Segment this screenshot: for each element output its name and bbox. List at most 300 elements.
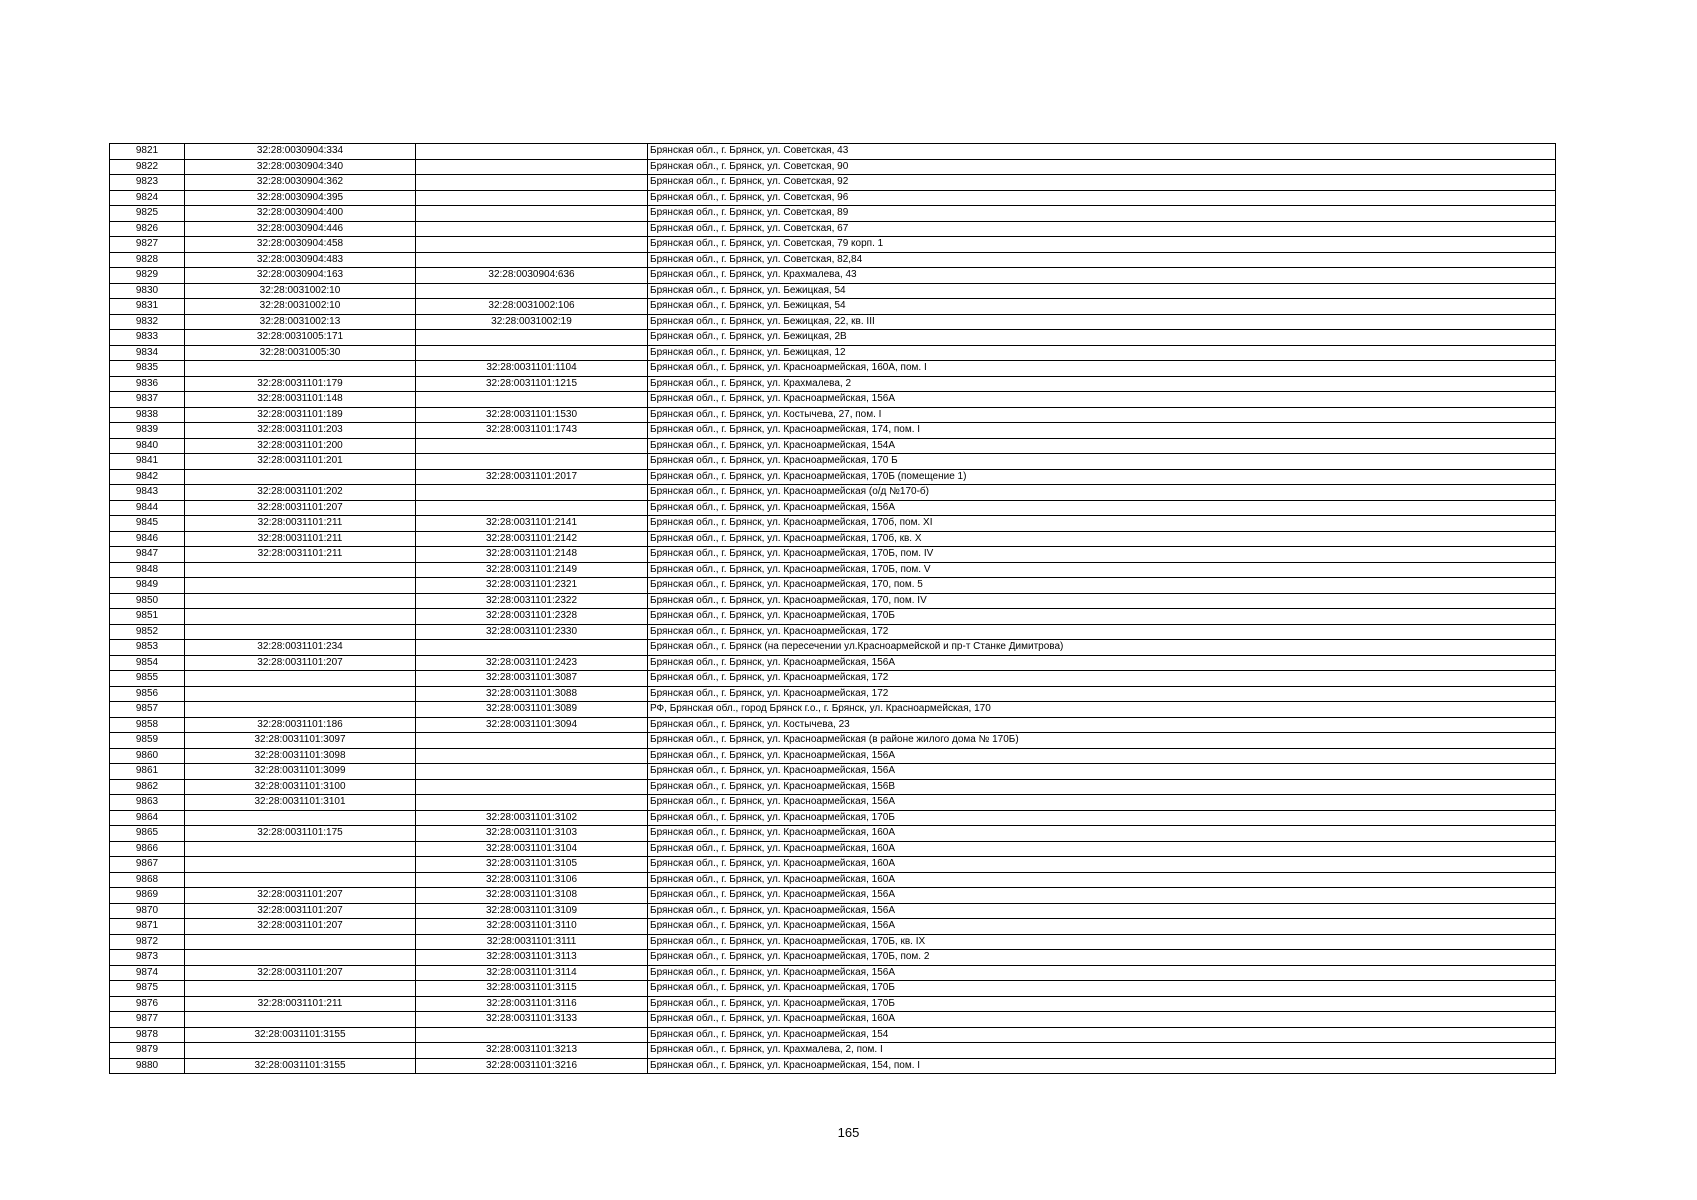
cadastral-number-parcel xyxy=(185,624,416,640)
row-number: 9852 xyxy=(110,624,185,640)
table-row xyxy=(110,888,1556,904)
table-row xyxy=(110,485,1556,501)
cadastral-number-object xyxy=(416,283,648,299)
cadastral-number-object: 32:28:0031101:3133 xyxy=(416,1012,648,1028)
row-number: 9822 xyxy=(110,159,185,175)
row-number: 9874 xyxy=(110,965,185,981)
cadastral-number-object xyxy=(416,330,648,346)
cadastral-number-parcel: 32:28:0031002:10 xyxy=(185,299,416,315)
table-row xyxy=(110,469,1556,485)
table-row xyxy=(110,609,1556,625)
table-row xyxy=(110,516,1556,532)
address-cell: Брянская обл., г. Брянск, ул. Красноармейская (в районе жилого дома № 170Б) xyxy=(648,733,1556,749)
table-row xyxy=(110,531,1556,547)
cadastral-number-parcel xyxy=(185,361,416,377)
table-row xyxy=(110,671,1556,687)
cadastral-number-object xyxy=(416,748,648,764)
address-cell: Брянская обл., г. Брянск, ул. Красноармейская, 170Б, пом. V xyxy=(648,562,1556,578)
address-cell: Брянская обл., г. Брянск, ул. Красноармейская (о/д №170-б) xyxy=(648,485,1556,501)
address-cell: Брянская обл., г. Брянск, ул. Красноармейская, 156А xyxy=(648,655,1556,671)
cadastral-number-object xyxy=(416,252,648,268)
address-cell: Брянская обл., г. Брянск, ул. Красноармейская, 154, пом. I xyxy=(648,1058,1556,1074)
row-number: 9860 xyxy=(110,748,185,764)
row-number: 9877 xyxy=(110,1012,185,1028)
table-row xyxy=(110,438,1556,454)
row-number: 9850 xyxy=(110,593,185,609)
row-number: 9865 xyxy=(110,826,185,842)
row-number: 9869 xyxy=(110,888,185,904)
address-cell: Брянская обл., г. Брянск, ул. Красноармейская, 170Б, пом. 2 xyxy=(648,950,1556,966)
row-number: 9823 xyxy=(110,175,185,191)
row-number: 9870 xyxy=(110,903,185,919)
row-number: 9872 xyxy=(110,934,185,950)
table-row xyxy=(110,547,1556,563)
cadastral-number-object xyxy=(416,454,648,470)
cadastral-number-parcel: 32:28:0031101:3098 xyxy=(185,748,416,764)
cadastral-number-object: 32:28:0031101:3094 xyxy=(416,717,648,733)
table-row xyxy=(110,717,1556,733)
cadastral-number-object xyxy=(416,144,648,160)
row-number: 9873 xyxy=(110,950,185,966)
row-number: 9880 xyxy=(110,1058,185,1074)
address-cell: Брянская обл., г. Брянск, ул. Красноармейская, 172 xyxy=(648,686,1556,702)
cadastral-number-parcel: 32:28:0030904:163 xyxy=(185,268,416,284)
row-number: 9849 xyxy=(110,578,185,594)
cadastral-number-object xyxy=(416,485,648,501)
table-row xyxy=(110,407,1556,423)
address-cell: Брянская обл., г. Брянск, ул. Советская, 92 xyxy=(648,175,1556,191)
cadastral-number-parcel xyxy=(185,950,416,966)
registry-table xyxy=(109,143,1556,1074)
cadastral-number-object: 32:28:0030904:636 xyxy=(416,268,648,284)
row-number: 9827 xyxy=(110,237,185,253)
table-row xyxy=(110,578,1556,594)
table-row xyxy=(110,423,1556,439)
address-cell: Брянская обл., г. Брянск, ул. Красноармейская, 170Б (помещение 1) xyxy=(648,469,1556,485)
address-cell: Брянская обл., г. Брянск, ул. Красноармейская, 160А xyxy=(648,857,1556,873)
page-number: 165 xyxy=(837,1125,860,1140)
address-cell: Брянская обл., г. Брянск, ул. Бежицкая, 54 xyxy=(648,283,1556,299)
row-number: 9836 xyxy=(110,376,185,392)
cadastral-number-parcel xyxy=(185,857,416,873)
cadastral-number-object: 32:28:0031101:2321 xyxy=(416,578,648,594)
registry-table-body xyxy=(110,144,1556,1074)
address-cell: Брянская обл., г. Брянск, ул. Бежицкая, 22, кв. III xyxy=(648,314,1556,330)
address-cell: Брянская обл., г. Брянск, ул. Красноармейская, 156А xyxy=(648,903,1556,919)
address-cell: Брянская обл., г. Брянск, ул. Красноармейская, 160А xyxy=(648,1012,1556,1028)
address-cell: Брянская обл., г. Брянск, ул. Красноармейская, 170 Б xyxy=(648,454,1556,470)
table-row xyxy=(110,361,1556,377)
address-cell: Брянская обл., г. Брянск, ул. Красноармейская, 156А xyxy=(648,748,1556,764)
table-row xyxy=(110,624,1556,640)
address-cell: Брянская обл., г. Брянск, ул. Красноармейская, 160А xyxy=(648,872,1556,888)
table-row xyxy=(110,175,1556,191)
table-row xyxy=(110,872,1556,888)
table-row xyxy=(110,562,1556,578)
cadastral-number-parcel xyxy=(185,562,416,578)
cadastral-number-parcel: 32:28:0030904:395 xyxy=(185,190,416,206)
cadastral-number-object xyxy=(416,500,648,516)
cadastral-number-parcel: 32:28:0031101:3101 xyxy=(185,795,416,811)
row-number: 9830 xyxy=(110,283,185,299)
address-cell: Брянская обл., г. Брянск, ул. Красноармейская, 170Б xyxy=(648,609,1556,625)
cadastral-number-parcel: 32:28:0031101:175 xyxy=(185,826,416,842)
cadastral-number-object: 32:28:0031101:3088 xyxy=(416,686,648,702)
row-number: 9821 xyxy=(110,144,185,160)
address-cell: Брянская обл., г. Брянск, ул. Красноармейская, 172 xyxy=(648,624,1556,640)
table-row xyxy=(110,655,1556,671)
row-number: 9841 xyxy=(110,454,185,470)
cadastral-number-object: 32:28:0031101:3102 xyxy=(416,810,648,826)
table-row xyxy=(110,934,1556,950)
address-cell: Брянская обл., г. Брянск, ул. Костычева, 27, пом. I xyxy=(648,407,1556,423)
cadastral-number-object: 32:28:0031101:1743 xyxy=(416,423,648,439)
row-number: 9843 xyxy=(110,485,185,501)
cadastral-number-parcel: 32:28:0031005:30 xyxy=(185,345,416,361)
cadastral-number-object: 32:28:0031101:3105 xyxy=(416,857,648,873)
row-number: 9862 xyxy=(110,779,185,795)
cadastral-number-object: 32:28:0031101:1215 xyxy=(416,376,648,392)
address-cell: Брянская обл., г. Брянск, ул. Красноармейская, 172 xyxy=(648,671,1556,687)
address-cell: Брянская обл., г. Брянск, ул. Костычева, 23 xyxy=(648,717,1556,733)
address-cell: Брянская обл., г. Брянск, ул. Крахмалева, 43 xyxy=(648,268,1556,284)
table-row xyxy=(110,702,1556,718)
cadastral-number-parcel xyxy=(185,841,416,857)
cadastral-number-parcel: 32:28:0030904:483 xyxy=(185,252,416,268)
address-cell: Брянская обл., г. Брянск, ул. Бежицкая, 12 xyxy=(648,345,1556,361)
table-row xyxy=(110,237,1556,253)
table-row xyxy=(110,826,1556,842)
row-number: 9859 xyxy=(110,733,185,749)
cadastral-number-object xyxy=(416,438,648,454)
table-row xyxy=(110,206,1556,222)
address-cell: Брянская обл., г. Брянск, ул. Красноармейская, 170Б xyxy=(648,981,1556,997)
address-cell: Брянская обл., г. Брянск, ул. Красноармейская, 156А xyxy=(648,500,1556,516)
row-number: 9846 xyxy=(110,531,185,547)
address-cell: РФ, Брянская обл., город Брянск г.о., г. Брянск, ул. Красноармейская, 170 xyxy=(648,702,1556,718)
row-number: 9868 xyxy=(110,872,185,888)
address-cell: Брянская обл., г. Брянск, ул. Советская, 82,84 xyxy=(648,252,1556,268)
row-number: 9848 xyxy=(110,562,185,578)
row-number: 9867 xyxy=(110,857,185,873)
cadastral-number-object: 32:28:0031101:3089 xyxy=(416,702,648,718)
registry-table-container xyxy=(109,143,1555,1074)
cadastral-number-object xyxy=(416,733,648,749)
cadastral-number-object: 32:28:0031101:3108 xyxy=(416,888,648,904)
cadastral-number-object: 32:28:0031101:3111 xyxy=(416,934,648,950)
table-row xyxy=(110,1043,1556,1059)
address-cell: Брянская обл., г. Брянск, ул. Красноармейская, 170б, кв. X xyxy=(648,531,1556,547)
address-cell: Брянская обл., г. Брянск, ул. Красноармейская, 156А xyxy=(648,965,1556,981)
cadastral-number-object: 32:28:0031101:3116 xyxy=(416,996,648,1012)
cadastral-number-object xyxy=(416,190,648,206)
table-row xyxy=(110,1058,1556,1074)
address-cell: Брянская обл., г. Брянск, ул. Советская, 43 xyxy=(648,144,1556,160)
cadastral-number-parcel: 32:28:0031002:10 xyxy=(185,283,416,299)
address-cell: Брянская обл., г. Брянск, ул. Советская, 67 xyxy=(648,221,1556,237)
row-number: 9835 xyxy=(110,361,185,377)
row-number: 9858 xyxy=(110,717,185,733)
table-row xyxy=(110,841,1556,857)
cadastral-number-object xyxy=(416,640,648,656)
cadastral-number-object: 32:28:0031101:2423 xyxy=(416,655,648,671)
cadastral-number-object xyxy=(416,392,648,408)
cadastral-number-parcel: 32:28:0031101:3099 xyxy=(185,764,416,780)
row-number: 9863 xyxy=(110,795,185,811)
cadastral-number-object: 32:28:0031101:2141 xyxy=(416,516,648,532)
cadastral-number-parcel: 32:28:0031101:211 xyxy=(185,547,416,563)
address-cell: Брянская обл., г. Брянск (на пересечении ул.Красноармейской и пр-т Станке Димитрова) xyxy=(648,640,1556,656)
cadastral-number-object: 32:28:0031101:2149 xyxy=(416,562,648,578)
table-row xyxy=(110,748,1556,764)
row-number: 9844 xyxy=(110,500,185,516)
table-row xyxy=(110,144,1556,160)
cadastral-number-parcel: 32:28:0031101:207 xyxy=(185,500,416,516)
cadastral-number-object: 32:28:0031101:3113 xyxy=(416,950,648,966)
cadastral-number-object: 32:28:0031101:3087 xyxy=(416,671,648,687)
cadastral-number-parcel: 32:28:0030904:458 xyxy=(185,237,416,253)
row-number: 9833 xyxy=(110,330,185,346)
cadastral-number-object: 32:28:0031101:3104 xyxy=(416,841,648,857)
cadastral-number-parcel: 32:28:0031101:186 xyxy=(185,717,416,733)
row-number: 9839 xyxy=(110,423,185,439)
row-number: 9831 xyxy=(110,299,185,315)
row-number: 9834 xyxy=(110,345,185,361)
row-number: 9853 xyxy=(110,640,185,656)
table-row xyxy=(110,764,1556,780)
cadastral-number-parcel: 32:28:0031101:234 xyxy=(185,640,416,656)
cadastral-number-object: 32:28:0031101:1104 xyxy=(416,361,648,377)
row-number: 9842 xyxy=(110,469,185,485)
table-row xyxy=(110,593,1556,609)
cadastral-number-object: 32:28:0031101:3115 xyxy=(416,981,648,997)
cadastral-number-object: 32:28:0031101:3213 xyxy=(416,1043,648,1059)
table-row xyxy=(110,330,1556,346)
row-number: 9840 xyxy=(110,438,185,454)
table-row xyxy=(110,376,1556,392)
cadastral-number-parcel: 32:28:0030904:340 xyxy=(185,159,416,175)
table-row xyxy=(110,950,1556,966)
cadastral-number-object: 32:28:0031101:3103 xyxy=(416,826,648,842)
address-cell: Брянская обл., г. Брянск, ул. Бежицкая, 54 xyxy=(648,299,1556,315)
cadastral-number-parcel xyxy=(185,702,416,718)
cadastral-number-parcel: 32:28:0031101:200 xyxy=(185,438,416,454)
address-cell: Брянская обл., г. Брянск, ул. Красноармейская, 156В xyxy=(648,779,1556,795)
address-cell: Брянская обл., г. Брянск, ул. Красноармейская, 174, пом. I xyxy=(648,423,1556,439)
cadastral-number-object: 32:28:0031101:2328 xyxy=(416,609,648,625)
address-cell: Брянская обл., г. Брянск, ул. Красноармейская, 170б, пом. XI xyxy=(648,516,1556,532)
address-cell: Брянская обл., г. Брянск, ул. Красноармейская, 156А xyxy=(648,888,1556,904)
address-cell: Брянская обл., г. Брянск, ул. Красноармейская, 154А xyxy=(648,438,1556,454)
table-row xyxy=(110,159,1556,175)
row-number: 9825 xyxy=(110,206,185,222)
cadastral-number-object xyxy=(416,345,648,361)
table-row xyxy=(110,779,1556,795)
cadastral-number-parcel: 32:28:0031101:3155 xyxy=(185,1058,416,1074)
table-row xyxy=(110,454,1556,470)
cadastral-number-object xyxy=(416,795,648,811)
address-cell: Брянская обл., г. Брянск, ул. Бежицкая, 2В xyxy=(648,330,1556,346)
row-number: 9854 xyxy=(110,655,185,671)
cadastral-number-parcel: 32:28:0031002:13 xyxy=(185,314,416,330)
address-cell: Брянская обл., г. Брянск, ул. Красноармейская, 170Б, пом. IV xyxy=(648,547,1556,563)
cadastral-number-parcel: 32:28:0030904:446 xyxy=(185,221,416,237)
row-number: 9875 xyxy=(110,981,185,997)
table-row xyxy=(110,221,1556,237)
cadastral-number-object xyxy=(416,206,648,222)
cadastral-number-object: 32:28:0031101:2322 xyxy=(416,593,648,609)
address-cell: Брянская обл., г. Брянск, ул. Советская, 89 xyxy=(648,206,1556,222)
cadastral-number-object: 32:28:0031101:2148 xyxy=(416,547,648,563)
row-number: 9837 xyxy=(110,392,185,408)
cadastral-number-parcel: 32:28:0031101:201 xyxy=(185,454,416,470)
table-row xyxy=(110,857,1556,873)
cadastral-number-parcel: 32:28:0031101:207 xyxy=(185,655,416,671)
cadastral-number-parcel xyxy=(185,1012,416,1028)
row-number: 9879 xyxy=(110,1043,185,1059)
table-row xyxy=(110,252,1556,268)
cadastral-number-object xyxy=(416,779,648,795)
address-cell: Брянская обл., г. Брянск, ул. Советская, 90 xyxy=(648,159,1556,175)
address-cell: Брянская обл., г. Брянск, ул. Крахмалева, 2 xyxy=(648,376,1556,392)
row-number: 9878 xyxy=(110,1027,185,1043)
cadastral-number-parcel: 32:28:0031101:179 xyxy=(185,376,416,392)
cadastral-number-object xyxy=(416,221,648,237)
cadastral-number-parcel xyxy=(185,686,416,702)
cadastral-number-parcel: 32:28:0031101:207 xyxy=(185,903,416,919)
table-row xyxy=(110,392,1556,408)
cadastral-number-parcel: 32:28:0031101:211 xyxy=(185,516,416,532)
cadastral-number-object: 32:28:0031101:2330 xyxy=(416,624,648,640)
address-cell: Брянская обл., г. Брянск, ул. Красноармейская, 156А xyxy=(648,392,1556,408)
row-number: 9857 xyxy=(110,702,185,718)
table-row xyxy=(110,686,1556,702)
address-cell: Брянская обл., г. Брянск, ул. Красноармейская, 170Б xyxy=(648,996,1556,1012)
cadastral-number-parcel xyxy=(185,578,416,594)
table-row xyxy=(110,500,1556,516)
row-number: 9829 xyxy=(110,268,185,284)
table-row xyxy=(110,903,1556,919)
cadastral-number-parcel xyxy=(185,671,416,687)
row-number: 9864 xyxy=(110,810,185,826)
row-number: 9826 xyxy=(110,221,185,237)
address-cell: Брянская обл., г. Брянск, ул. Красноармейская, 156А xyxy=(648,919,1556,935)
table-row xyxy=(110,965,1556,981)
row-number: 9824 xyxy=(110,190,185,206)
cadastral-number-parcel: 32:28:0031101:3097 xyxy=(185,733,416,749)
cadastral-number-parcel: 32:28:0030904:334 xyxy=(185,144,416,160)
table-row xyxy=(110,981,1556,997)
table-row xyxy=(110,268,1556,284)
cadastral-number-parcel: 32:28:0031101:148 xyxy=(185,392,416,408)
table-row xyxy=(110,996,1556,1012)
table-row xyxy=(110,283,1556,299)
address-cell: Брянская обл., г. Брянск, ул. Советская, 96 xyxy=(648,190,1556,206)
cadastral-number-object: 32:28:0031101:3106 xyxy=(416,872,648,888)
cadastral-number-parcel: 32:28:0031101:207 xyxy=(185,919,416,935)
table-row xyxy=(110,733,1556,749)
row-number: 9838 xyxy=(110,407,185,423)
cadastral-number-parcel xyxy=(185,1043,416,1059)
address-cell: Брянская обл., г. Брянск, ул. Красноармейская, 170Б xyxy=(648,810,1556,826)
cadastral-number-object: 32:28:0031101:1530 xyxy=(416,407,648,423)
cadastral-number-parcel xyxy=(185,609,416,625)
address-cell: Брянская обл., г. Брянск, ул. Красноармейская, 156А xyxy=(648,795,1556,811)
address-cell: Брянская обл., г. Брянск, ул. Красноармейская, 154 xyxy=(648,1027,1556,1043)
table-row xyxy=(110,795,1556,811)
address-cell: Брянская обл., г. Брянск, ул. Крахмалева, 2, пом. I xyxy=(648,1043,1556,1059)
table-row xyxy=(110,1012,1556,1028)
row-number: 9828 xyxy=(110,252,185,268)
table-row xyxy=(110,345,1556,361)
cadastral-number-parcel: 32:28:0031101:3155 xyxy=(185,1027,416,1043)
cadastral-number-parcel: 32:28:0030904:362 xyxy=(185,175,416,191)
cadastral-number-object: 32:28:0031002:106 xyxy=(416,299,648,315)
address-cell: Брянская обл., г. Брянск, ул. Советская, 79 корп. 1 xyxy=(648,237,1556,253)
cadastral-number-object: 32:28:0031101:3216 xyxy=(416,1058,648,1074)
address-cell: Брянская обл., г. Брянск, ул. Красноармейская, 156А xyxy=(648,764,1556,780)
cadastral-number-object: 32:28:0031101:2017 xyxy=(416,469,648,485)
cadastral-number-parcel xyxy=(185,872,416,888)
table-row xyxy=(110,810,1556,826)
row-number: 9851 xyxy=(110,609,185,625)
cadastral-number-object xyxy=(416,175,648,191)
cadastral-number-parcel: 32:28:0031101:3100 xyxy=(185,779,416,795)
cadastral-number-object xyxy=(416,159,648,175)
row-number: 9866 xyxy=(110,841,185,857)
address-cell: Брянская обл., г. Брянск, ул. Красноармейская, 170, пом. IV xyxy=(648,593,1556,609)
table-row xyxy=(110,190,1556,206)
address-cell: Брянская обл., г. Брянск, ул. Красноармейская, 160А xyxy=(648,841,1556,857)
cadastral-number-parcel xyxy=(185,593,416,609)
row-number: 9847 xyxy=(110,547,185,563)
cadastral-number-parcel: 32:28:0031101:207 xyxy=(185,888,416,904)
address-cell: Брянская обл., г. Брянск, ул. Красноармейская, 170, пом. 5 xyxy=(648,578,1556,594)
cadastral-number-parcel xyxy=(185,810,416,826)
cadastral-number-parcel: 32:28:0031005:171 xyxy=(185,330,416,346)
cadastral-number-parcel: 32:28:0031101:211 xyxy=(185,531,416,547)
cadastral-number-object xyxy=(416,1027,648,1043)
table-row xyxy=(110,314,1556,330)
address-cell: Брянская обл., г. Брянск, ул. Красноармейская, 170Б, кв. IX xyxy=(648,934,1556,950)
cadastral-number-object: 32:28:0031002:19 xyxy=(416,314,648,330)
cadastral-number-parcel: 32:28:0031101:189 xyxy=(185,407,416,423)
table-row xyxy=(110,919,1556,935)
cadastral-number-object: 32:28:0031101:2142 xyxy=(416,531,648,547)
cadastral-number-parcel xyxy=(185,469,416,485)
cadastral-number-object: 32:28:0031101:3110 xyxy=(416,919,648,935)
table-row xyxy=(110,1027,1556,1043)
cadastral-number-object: 32:28:0031101:3109 xyxy=(416,903,648,919)
row-number: 9871 xyxy=(110,919,185,935)
cadastral-number-parcel: 32:28:0030904:400 xyxy=(185,206,416,222)
row-number: 9876 xyxy=(110,996,185,1012)
table-row xyxy=(110,299,1556,315)
cadastral-number-object xyxy=(416,237,648,253)
cadastral-number-parcel: 32:28:0031101:211 xyxy=(185,996,416,1012)
cadastral-number-parcel: 32:28:0031101:202 xyxy=(185,485,416,501)
cadastral-number-object xyxy=(416,764,648,780)
row-number: 9861 xyxy=(110,764,185,780)
cadastral-number-object: 32:28:0031101:3114 xyxy=(416,965,648,981)
row-number: 9855 xyxy=(110,671,185,687)
address-cell: Брянская обл., г. Брянск, ул. Красноармейская, 160А, пом. I xyxy=(648,361,1556,377)
row-number: 9832 xyxy=(110,314,185,330)
table-row xyxy=(110,640,1556,656)
address-cell: Брянская обл., г. Брянск, ул. Красноармейская, 160А xyxy=(648,826,1556,842)
cadastral-number-parcel xyxy=(185,934,416,950)
cadastral-number-parcel: 32:28:0031101:203 xyxy=(185,423,416,439)
